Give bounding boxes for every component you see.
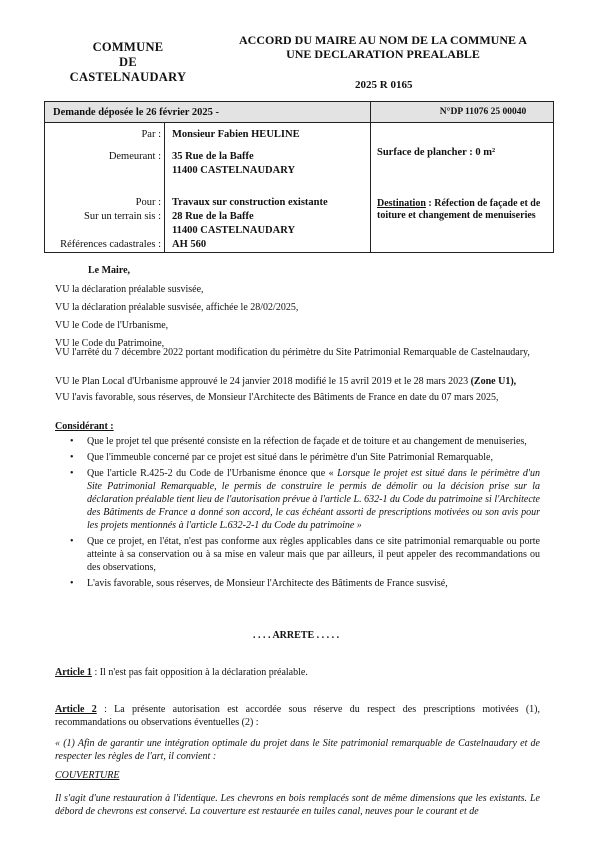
article-quote: Lorsque le projet est situé dans le périmètre d'un Site Patrimonial Remarquable, le permis de construire le permis de démolir ou la décision prise sur la déclaration préalable tient lieu de l'autorisation prévue à l'article L. 632-1 du Code du patrimoine si l'Architecte des Bâtiments de France a donné son accord, le cas échéant assorti de prescriptions motivées ou son avis pour les projets mentionnés à l'article L.632-2-1 du Code du patrimoine » xyxy=(87,468,540,531)
vu-line: VU la déclaration préalable susvisée, affichée le 28/02/2025, xyxy=(55,302,299,313)
box-divider xyxy=(370,102,371,252)
article-2 xyxy=(55,703,540,729)
commune-line: DE xyxy=(119,55,137,69)
bullet-icon: • xyxy=(70,436,74,447)
dp-number: N°DP 11076 25 00040 xyxy=(439,107,527,117)
applicant-name: Monsieur Fabien HEULINE xyxy=(172,129,300,140)
applicant-address-line: 11400 CASTELNAUDARY xyxy=(172,165,296,176)
cadastre-reference: AH 560 xyxy=(172,239,207,250)
title-line: UNE DECLARATION PREALABLE xyxy=(286,47,480,61)
bullet-icon: • xyxy=(70,452,74,463)
title-line: ACCORD DU MAIRE AU NOM DE LA COMMUNE A xyxy=(239,33,527,47)
considerant-heading: Considérant : xyxy=(55,421,114,432)
vu-line: VU le Code du Patrimoine, xyxy=(55,338,165,349)
vu-line xyxy=(55,375,516,388)
zone-label: (Zone U1), xyxy=(470,376,517,387)
arrete-heading: . . . . ARRETE . . . . . xyxy=(253,630,340,641)
commune-line: COMMUNE xyxy=(92,40,164,54)
article-1-text: : Il n'est pas fait opposition à la déclaration préalable. xyxy=(91,667,308,678)
terrain-address-line: 11400 CASTELNAUDARY xyxy=(172,225,296,236)
considerant-text: Que l'immeuble concerné par ce projet est situé dans le périmètre d'un Site Patrimonial Remarquable, xyxy=(87,452,493,463)
vu-plu-text: VU le Plan Local d'Urbanisme approuvé le 24 janvier 2018 modifié le 15 avril 2019 et le 28 mars 2023 xyxy=(55,376,471,387)
surface-plancher: Surface de plancher : 0 m² xyxy=(377,147,496,158)
maire-heading: Le Maire, xyxy=(88,265,131,276)
considerant-text: Que l'article R.425-2 du Code de l'Urbanisme énonce que « xyxy=(87,468,338,479)
couverture-heading: COUVERTURE xyxy=(55,770,120,781)
considerant-text: Que le projet tel que présenté consiste en la réfection de façade et de toiture et au changement de menuiseries, xyxy=(87,436,527,447)
reference-number: 2025 R 0165 xyxy=(355,79,413,91)
document-title xyxy=(218,33,548,61)
list-item xyxy=(55,435,540,448)
bullet-icon: • xyxy=(70,468,74,479)
considerant-list xyxy=(55,435,540,593)
prescription-quote: « (1) Afin de garantir une intégration optimale du projet dans le Site patrimonial remarquable de Castelnaudary et de respecter les règles de l'art, il convient : xyxy=(55,738,540,762)
bullet-icon: • xyxy=(70,578,74,589)
bullet-icon: • xyxy=(70,536,74,547)
article-1 xyxy=(55,666,308,679)
vu-line: VU le Code de l'Urbanisme, xyxy=(55,320,169,331)
couverture-paragraph: Il s'agit d'une restauration à l'identique. Les chevrons en bois remplacés sont de même dimensions que les existants. Le débord de chevrons est conservé. La couverture est restaurée en tuiles canal, neuves pour le courant et de xyxy=(55,793,540,817)
list-item xyxy=(55,535,540,574)
box-divider xyxy=(164,122,165,252)
pour-label: Pour : xyxy=(135,197,161,208)
list-item xyxy=(55,577,540,590)
demeurant-label: Demeurant : xyxy=(108,151,161,162)
commune-header xyxy=(58,40,198,85)
list-item xyxy=(55,467,540,532)
article-2-text: : La présente autorisation est accordée sous réserve du respect des prescriptions motivées (1), recommandations ou observations éventuelles (2) : xyxy=(55,704,540,728)
terrain-label: Sur un terrain sis : xyxy=(84,211,161,222)
considerant-text: Que ce projet, en l'état, n'est pas conforme aux règles applicables dans ce site patrimonial remarquable ou porte atteinte à sa conservation ou à sa mise en valeur mais que par ailleurs, il peut appeler des recommandations ou des observations, xyxy=(87,536,540,573)
destination xyxy=(377,198,549,222)
applicant-address-line: 35 Rue de la Baffe xyxy=(172,151,254,162)
vu-line: VU la déclaration préalable susvisée, xyxy=(55,284,204,295)
deposit-date: Demande déposée le 26 février 2025 - xyxy=(53,107,220,118)
vu-line: VU l'arrêté du 7 décembre 2022 portant modification du périmètre du Site Patrimonial Remarquable de Castelnaudary, xyxy=(55,347,530,358)
par-label: Par : xyxy=(141,129,161,140)
considerant-text: L'avis favorable, sous réserves, de Monsieur l'Architecte des Bâtiments de France susvisé, xyxy=(87,578,448,589)
destination-text: : Réfection de façade et de toiture et changement de menuiseries xyxy=(377,198,541,221)
cadastre-label: Références cadastrales : xyxy=(60,239,161,250)
vu-line: VU l'avis favorable, sous réserves, de Monsieur l'Architecte des Bâtiments de France en date du 07 mars 2025, xyxy=(55,392,499,403)
commune-line: CASTELNAUDARY xyxy=(69,70,187,84)
terrain-address-line: 28 Rue de la Baffe xyxy=(172,211,254,222)
article-1-label: Article 1 xyxy=(55,667,92,678)
list-item xyxy=(55,451,540,464)
works-description: Travaux sur construction existante xyxy=(172,197,328,208)
article-2-label: Article 2 xyxy=(55,704,97,715)
destination-label: Destination xyxy=(377,198,426,209)
request-info-box xyxy=(44,101,554,253)
